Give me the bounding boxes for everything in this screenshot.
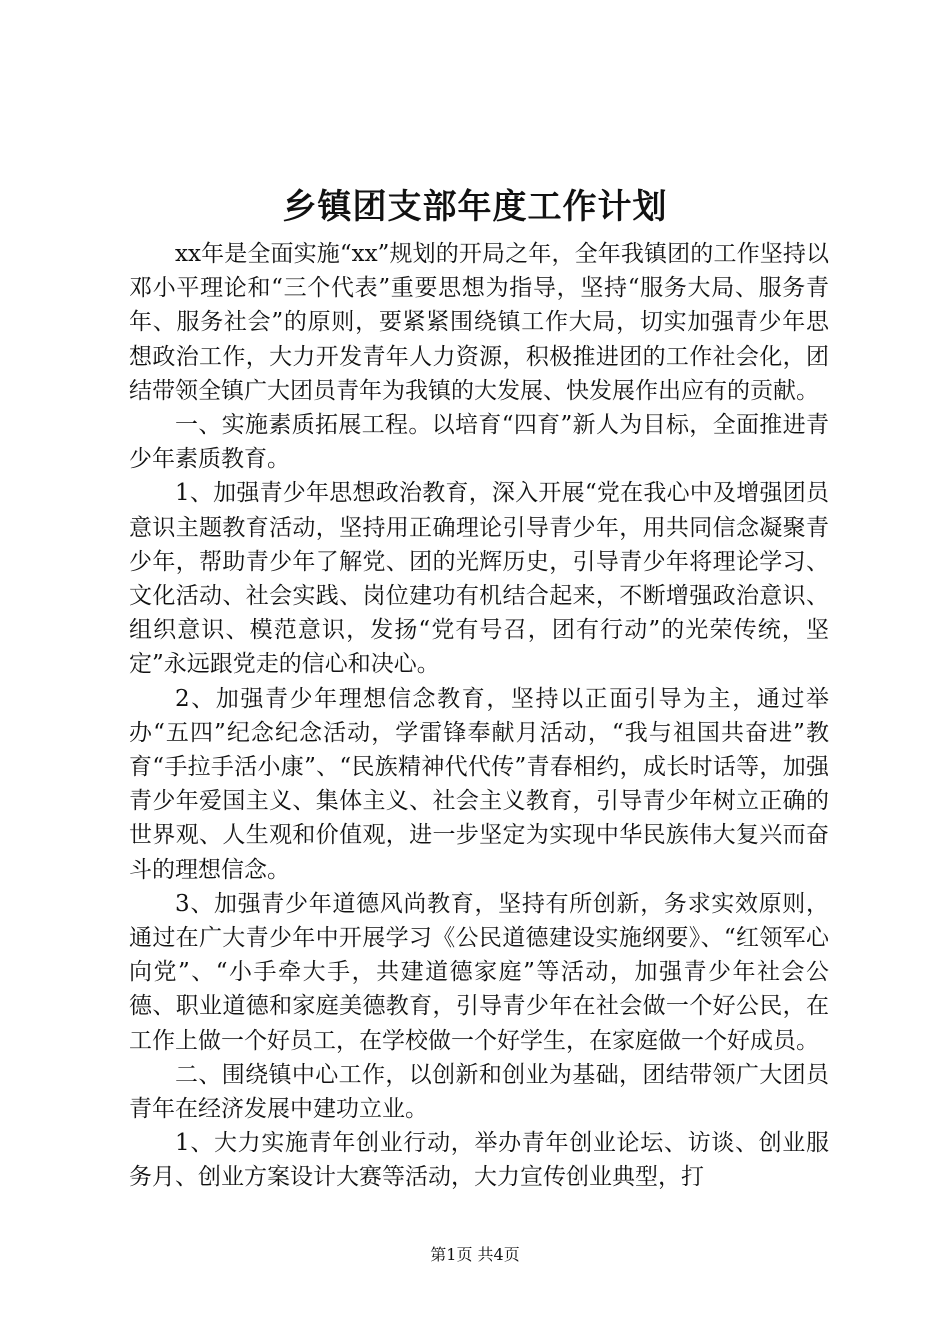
paragraph-section-1: 一、实施素质拓展工程。以培育“四育”新人为目标，全面推进青少年素质教育。 [129, 412, 829, 473]
paragraph-item-1-3: 3、加强青少年道德风尚教育，坚持有所创新，务求实效原则，通过在广大青少年中开展学习《公民道德建设实施纲要》、“红领军心向党”、“小手牵大手，共建道德家庭”等活动，加强青少年社会公德、职业道德和家庭美德教育，引导青少年在社会做一个好公民，在工作上做一个好员工，在学校做一个好学生，在家庭做一个好成员。 [129, 890, 829, 1054]
paragraph-item-2-1: 1、大力实施青年创业行动，举办青年创业论坛、访谈、创业服务月、创业方案设计大赛等活动，大力宣传创业典型，打 [129, 1130, 829, 1191]
paragraph-item-1-1: 1、加强青少年思想政治教育，深入开展“党在我心中及增强团员意识主题教育活动，坚持用正确理论引导青少年，用共同信念凝聚青少年，帮助青少年了解党、团的光辉历史，引导青少年将理论学习、文化活动、社会实践、岗位建功有机结合起来，不断增强政治意识、组织意识、模范意识，发扬“党有号召，团有行动”的光荣传统，坚定”永远跟党走的信心和决心。 [129, 480, 829, 678]
document-body [129, 237, 829, 1195]
document-title: 乡镇团支部年度工作计划 [282, 187, 668, 227]
paragraph-intro: xx年是全面实施“xx”规划的开局之年，全年我镇团的工作坚持以邓小平理论和“三个代表”重要思想为指导，坚持“服务大局、服务青年、服务社会”的原则，要紧紧围绕镇工作大局，切实加强青少年思想政治工作，大力开发青年人力资源，积极推进团的工作社会化，团结带领全镇广大团员青年为我镇的大发展、快发展作出应有的贡献。 [129, 241, 829, 404]
paragraph-section-2: 二、围绕镇中心工作，以创新和创业为基础，团结带领广大团员青年在经济发展中建功立业。 [129, 1061, 829, 1123]
page-number-footer: 第1页 共4页 [430, 1245, 520, 1264]
paragraph-item-1-2: 2、加强青少年理想信念教育，坚持以正面引导为主，通过举办“五四”纪念纪念活动，学雷锋奉献月活动，“我与祖国共奋进”教育“手拉手活小康”、“民族精神代代传”青春相约，成长时话等，加强青少年爱国主义、集体主义、社会主义教育，引导青少年树立正确的世界观、人生观和价值观，进一步坚定为实现中华民族伟大复兴而奋斗的理想信念。 [129, 685, 829, 883]
